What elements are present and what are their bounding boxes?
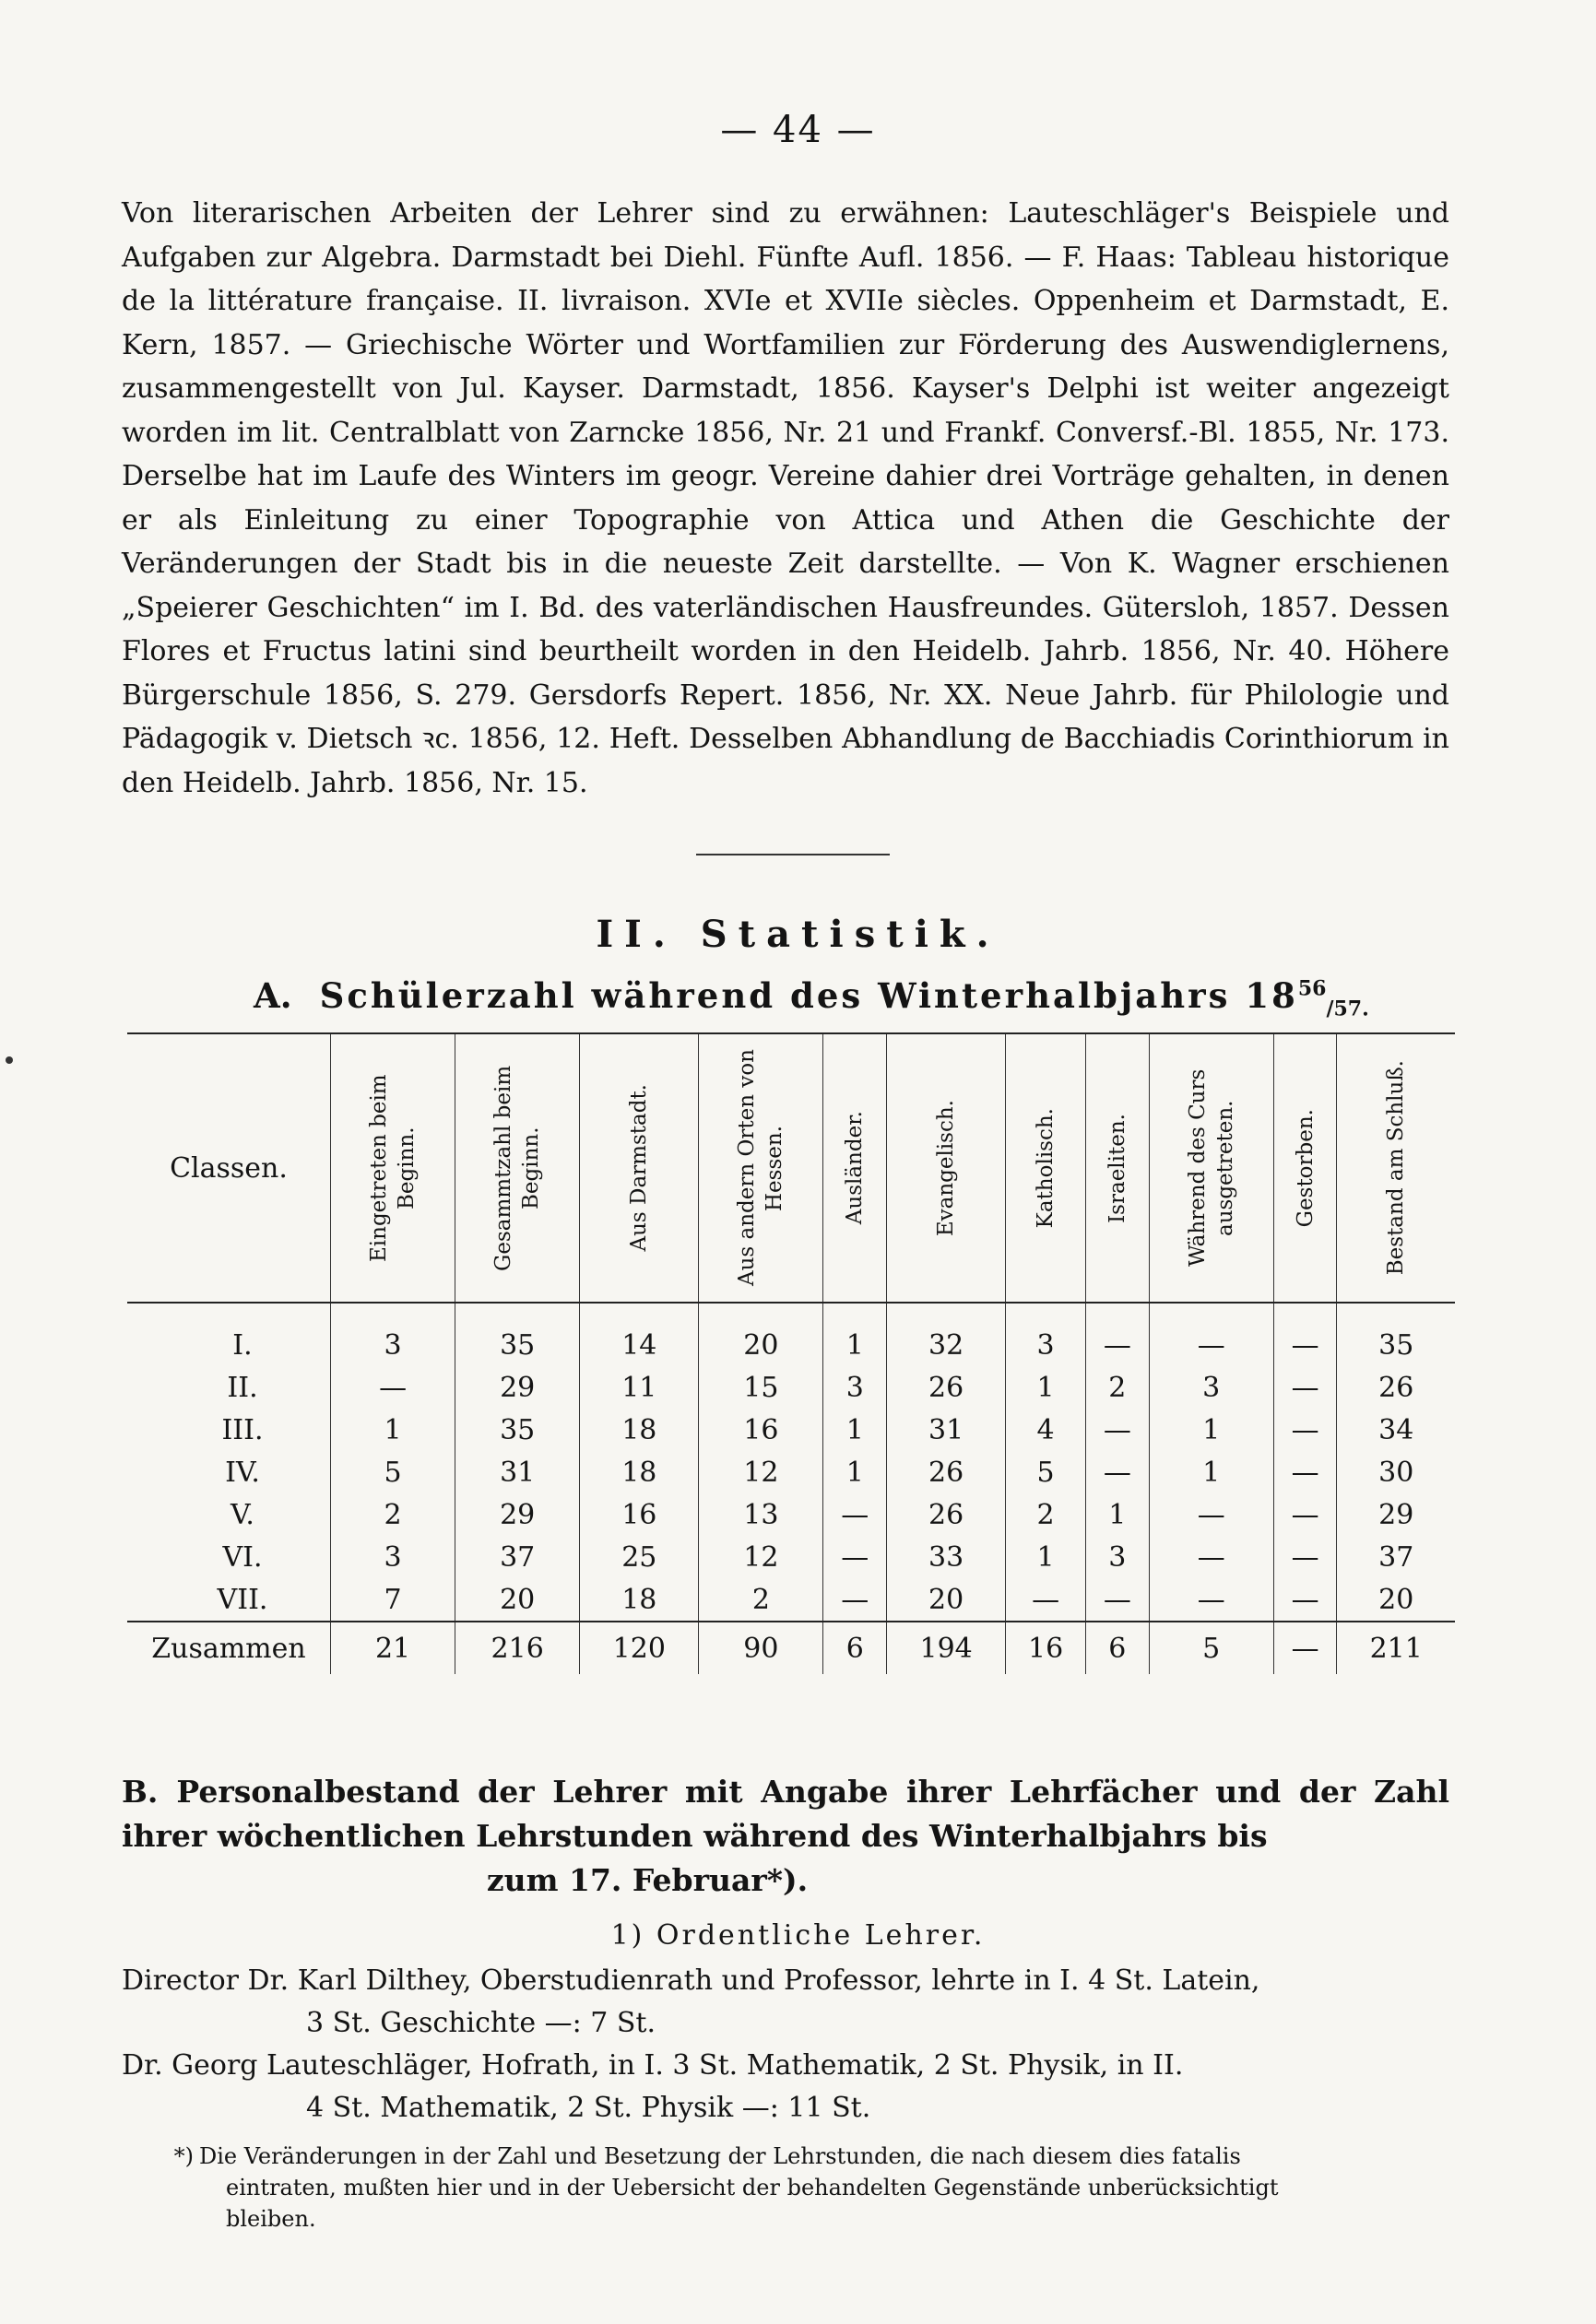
total-cell: 21 xyxy=(331,1622,455,1674)
separator-rule xyxy=(696,854,890,855)
header-israeliten xyxy=(1085,1033,1149,1303)
header-label: Evangelisch. xyxy=(934,1099,959,1237)
section-name: Statistik. xyxy=(700,913,1000,956)
header-evangelisch xyxy=(887,1033,1006,1303)
table-cell: — xyxy=(1149,1578,1273,1622)
staff-line: Dr. Georg Lauteschläger, Hofrath, in I. 3 St. Mathematik, 2 St. Physik, in II. xyxy=(122,2049,1184,2082)
table-cell: — xyxy=(823,1536,887,1578)
table-cell: 1 xyxy=(1085,1493,1149,1536)
subsection-b-title: Personalbestand der Lehrer mit Angabe ihrer Lehrfächer und der Zahl ihrer wöchentlichen Lehrstunden während des Winterhalbjahrs bis xyxy=(122,1774,1449,1854)
header-auslaender xyxy=(823,1033,887,1303)
total-cell: 90 xyxy=(699,1622,823,1674)
header-label: Bestand am Schluß. xyxy=(1384,1060,1409,1276)
table-cell: 4 xyxy=(1006,1409,1086,1451)
table-cell: 35 xyxy=(455,1303,580,1366)
header-label: Während des Curs ausgetreten. xyxy=(1185,1068,1237,1268)
table-cell: 18 xyxy=(580,1409,699,1451)
table-cell: 11 xyxy=(580,1366,699,1409)
table-cell: 14 xyxy=(580,1303,699,1366)
table-cell: 31 xyxy=(887,1409,1006,1451)
footnote-mark: *) xyxy=(173,2143,194,2169)
subsection-a-heading xyxy=(254,975,1369,1020)
page-number: — 44 — xyxy=(720,109,876,151)
total-cell: 216 xyxy=(455,1622,580,1674)
table-cell: 2 xyxy=(1006,1493,1086,1536)
table-cell: 5 xyxy=(331,1451,455,1493)
table-cell: 7 xyxy=(331,1578,455,1622)
table-row xyxy=(127,1409,1455,1451)
footnote-text: Die Veränderungen in der Zahl und Besetzung der Lehrstunden, die nach diesem dies fatalis xyxy=(199,2143,1241,2169)
table-cell: 33 xyxy=(887,1536,1006,1578)
header-label: Gesammtzahl beim Beginn. xyxy=(491,1065,544,1271)
subsection-a-year-sub: /57. xyxy=(1326,997,1369,1021)
class-name-cell: III. xyxy=(127,1409,331,1451)
table-cell: 2 xyxy=(1085,1366,1149,1409)
table-total-row xyxy=(127,1622,1455,1674)
table-cell: — xyxy=(1273,1536,1337,1578)
table-cell: 16 xyxy=(699,1409,823,1451)
subsection-b-heading xyxy=(122,1770,1449,1903)
total-cell: 16 xyxy=(1006,1622,1086,1674)
header-ausgetreten xyxy=(1149,1033,1273,1303)
table-cell: 16 xyxy=(580,1493,699,1536)
header-label: Ausländer. xyxy=(843,1111,868,1225)
staff-line: 3 St. Geschichte —: 7 St. xyxy=(306,2007,656,2039)
table-cell: 1 xyxy=(331,1409,455,1451)
table-cell: 35 xyxy=(455,1409,580,1451)
table-cell: 20 xyxy=(699,1303,823,1366)
table-cell: 26 xyxy=(887,1493,1006,1536)
table-cell: — xyxy=(1273,1493,1337,1536)
header-gestorben xyxy=(1273,1033,1337,1303)
table-cell: — xyxy=(1085,1451,1149,1493)
table-cell: 1 xyxy=(823,1451,887,1493)
class-name-cell: I. xyxy=(127,1303,331,1366)
subsection-b-label: B. xyxy=(122,1774,159,1810)
student-statistics-table xyxy=(127,1032,1455,1674)
table-cell: 29 xyxy=(455,1366,580,1409)
table-cell: — xyxy=(331,1366,455,1409)
section-title xyxy=(0,913,1596,956)
header-katholisch xyxy=(1006,1033,1086,1303)
class-name-cell: VII. xyxy=(127,1578,331,1622)
table-cell: 3 xyxy=(331,1536,455,1578)
total-cell: 6 xyxy=(1085,1622,1149,1674)
table-cell: 18 xyxy=(580,1451,699,1493)
header-label: Classen. xyxy=(170,1151,288,1185)
table-row xyxy=(127,1366,1455,1409)
footnote xyxy=(138,2141,1457,2235)
table-cell: 26 xyxy=(887,1451,1006,1493)
table-cell: — xyxy=(823,1493,887,1536)
table-cell: 37 xyxy=(1378,1540,1414,1574)
table-cell: — xyxy=(1273,1409,1337,1451)
table-cell: 26 xyxy=(1378,1371,1414,1404)
table-cell: 30 xyxy=(1378,1456,1414,1489)
table-cell: 20 xyxy=(455,1578,580,1622)
class-name-cell: IV. xyxy=(127,1451,331,1493)
table-cell: — xyxy=(1273,1578,1337,1622)
header-label: Eingetreten beim Beginn. xyxy=(367,1074,420,1262)
table-cell: 2 xyxy=(699,1578,823,1622)
header-label: Aus Darmstadt. xyxy=(627,1084,652,1252)
footnote-text: bleiben. xyxy=(226,2206,316,2232)
table-cell: 12 xyxy=(699,1536,823,1578)
header-label: Katholisch. xyxy=(1034,1107,1058,1229)
table-cell: — xyxy=(1273,1451,1337,1493)
table-cell: 1 xyxy=(1149,1451,1273,1493)
section-number: II. xyxy=(596,913,677,956)
table-cell: 3 xyxy=(331,1303,455,1366)
table-cell: — xyxy=(1085,1578,1149,1622)
table-cell: 1 xyxy=(823,1303,887,1366)
class-name-cell: V. xyxy=(127,1493,331,1536)
total-cell: 211 xyxy=(1337,1622,1455,1674)
table-cell: 3 xyxy=(823,1366,887,1409)
table-cell: 20 xyxy=(887,1578,1006,1622)
header-label: Aus andern Orten von Hessen. xyxy=(735,1049,787,1287)
table-cell: 26 xyxy=(887,1366,1006,1409)
table-cell: 34 xyxy=(1378,1413,1414,1446)
total-label-cell: Zusammen xyxy=(127,1622,331,1674)
class-name-cell: II. xyxy=(127,1366,331,1409)
table-cell: 20 xyxy=(1378,1583,1414,1616)
table-row xyxy=(127,1303,1455,1366)
class-name-cell: VI. xyxy=(127,1536,331,1578)
subsection-a-title: Schülerzahl während des Winterhalbjahrs 18 xyxy=(319,975,1298,1016)
total-cell: 6 xyxy=(823,1622,887,1674)
table-row xyxy=(127,1451,1455,1493)
total-cell: 194 xyxy=(887,1622,1006,1674)
table-cell: 12 xyxy=(699,1451,823,1493)
ordentliche-lehrer-heading: 1) Ordentliche Lehrer. xyxy=(610,1919,986,1952)
staff-line: 4 St. Mathematik, 2 St. Physik —: 11 St. xyxy=(306,2092,871,2124)
header-darmstadt xyxy=(580,1033,699,1303)
table-cell: 5 xyxy=(1006,1451,1086,1493)
table-cell: 3 xyxy=(1006,1303,1086,1366)
table-cell: — xyxy=(1273,1366,1337,1409)
table-cell: 3 xyxy=(1085,1536,1149,1578)
table-cell: 1 xyxy=(823,1409,887,1451)
table-row xyxy=(127,1536,1455,1578)
header-eingetreten xyxy=(331,1033,455,1303)
total-cell: 120 xyxy=(580,1622,699,1674)
header-bestand xyxy=(1337,1033,1455,1303)
table-cell: 15 xyxy=(699,1366,823,1409)
table-header-row xyxy=(127,1033,1455,1303)
table-cell: — xyxy=(1085,1303,1149,1366)
table-cell: — xyxy=(823,1578,887,1622)
total-cell: 5 xyxy=(1149,1622,1273,1674)
table-cell: 29 xyxy=(455,1493,580,1536)
intro-text: Von literarischen Arbeiten der Lehrer sind zu erwähnen: Lauteschläger's Beispiele und Aufgaben zur Algebra. Darmstadt bei Diehl. Fünfte Aufl. 1856. — F. Haas: Tableau historique de la littérature française. II. livraison. XVIe et XVIIe siècles. Oppenheim et Darmstadt, E. Kern, 1857. — Griechische Wörter und Wortfamilien zur Förderung des Auswendiglernens, zusammengestellt von Jul. Kayser. Darmstadt, 1856. Kayser's Delphi ist weiter angezeigt worden im lit. Centralblatt von Zarncke 1856, Nr. 21 und Frankf. Conversf.-Bl. 1855, Nr. 173. Derselbe hat im Laufe des Winters im geogr. Vereine dahier drei Vorträge gehalten, in denen er als Einleitung zu einer Topographie von Attica und Athen die Geschichte der Veränderungen der Stadt bis in die neueste Zeit darstellte. — Von K. Wagner erschienen „Speierer Geschichten“ im I. Bd. des vaterländischen Hausfreundes. Gütersloh, 1857. Dessen Flores et Fructus latini sind beurtheilt worden in den Heidelb. Jahrb. 1856, Nr. 40. Höhere Bürgerschule 1856, S. 279. Gersdorfs Repert. 1856, Nr. XX. Neue Jahrb. für Philologie und Pädagogik v. Dietsch ꝛc. 1856, 12. Heft. Desselben Abhandlung de Bacchiadis Corinthiorum in den Heidelb. Jahrb. 1856, Nr. 15. xyxy=(122,197,1449,799)
staff-line: Director Dr. Karl Dilthey, Oberstudienrath und Professor, lehrte in I. 4 St. Latein, xyxy=(122,1964,1260,1997)
total-cell: — xyxy=(1273,1622,1337,1674)
header-gesammtzahl xyxy=(455,1033,580,1303)
intro-paragraph xyxy=(122,192,1449,805)
header-classen xyxy=(127,1033,331,1303)
table-cell: 32 xyxy=(887,1303,1006,1366)
staff-entry xyxy=(122,2045,1459,2129)
table-cell: 37 xyxy=(455,1536,580,1578)
table-cell: 2 xyxy=(331,1493,455,1536)
table-cell: 1 xyxy=(1006,1366,1086,1409)
table-cell: — xyxy=(1149,1303,1273,1366)
table-cell: 29 xyxy=(1378,1498,1414,1531)
staff-entry xyxy=(122,1960,1459,2045)
table-row xyxy=(127,1578,1455,1622)
table-cell: 1 xyxy=(1149,1409,1273,1451)
table-cell: — xyxy=(1273,1303,1337,1366)
subsection-a-year-sup: 56 xyxy=(1297,976,1327,1001)
table-cell: 31 xyxy=(455,1451,580,1493)
footnote-text: eintraten, mußten hier und in der Uebersicht der behandelten Gegenstände unberücksichtigt xyxy=(226,2175,1279,2200)
header-label: Israeliten. xyxy=(1105,1113,1129,1223)
table-cell: — xyxy=(1149,1493,1273,1536)
table-cell: 1 xyxy=(1006,1536,1086,1578)
table-cell: 13 xyxy=(699,1493,823,1536)
table-cell: 18 xyxy=(580,1578,699,1622)
header-hessen xyxy=(699,1033,823,1303)
header-label: Gestorben. xyxy=(1293,1108,1318,1228)
subsection-a-label: A. xyxy=(254,975,292,1016)
table-cell: — xyxy=(1006,1578,1086,1622)
table-cell: 3 xyxy=(1149,1366,1273,1409)
table-cell: — xyxy=(1149,1536,1273,1578)
table-cell: 35 xyxy=(1378,1328,1414,1362)
table-cell: — xyxy=(1085,1409,1149,1451)
table-cell: 25 xyxy=(580,1536,699,1578)
table-row xyxy=(127,1493,1455,1536)
subsection-b-title-last: zum 17. Februar*). xyxy=(486,1862,809,1898)
margin-dot xyxy=(6,1056,13,1064)
